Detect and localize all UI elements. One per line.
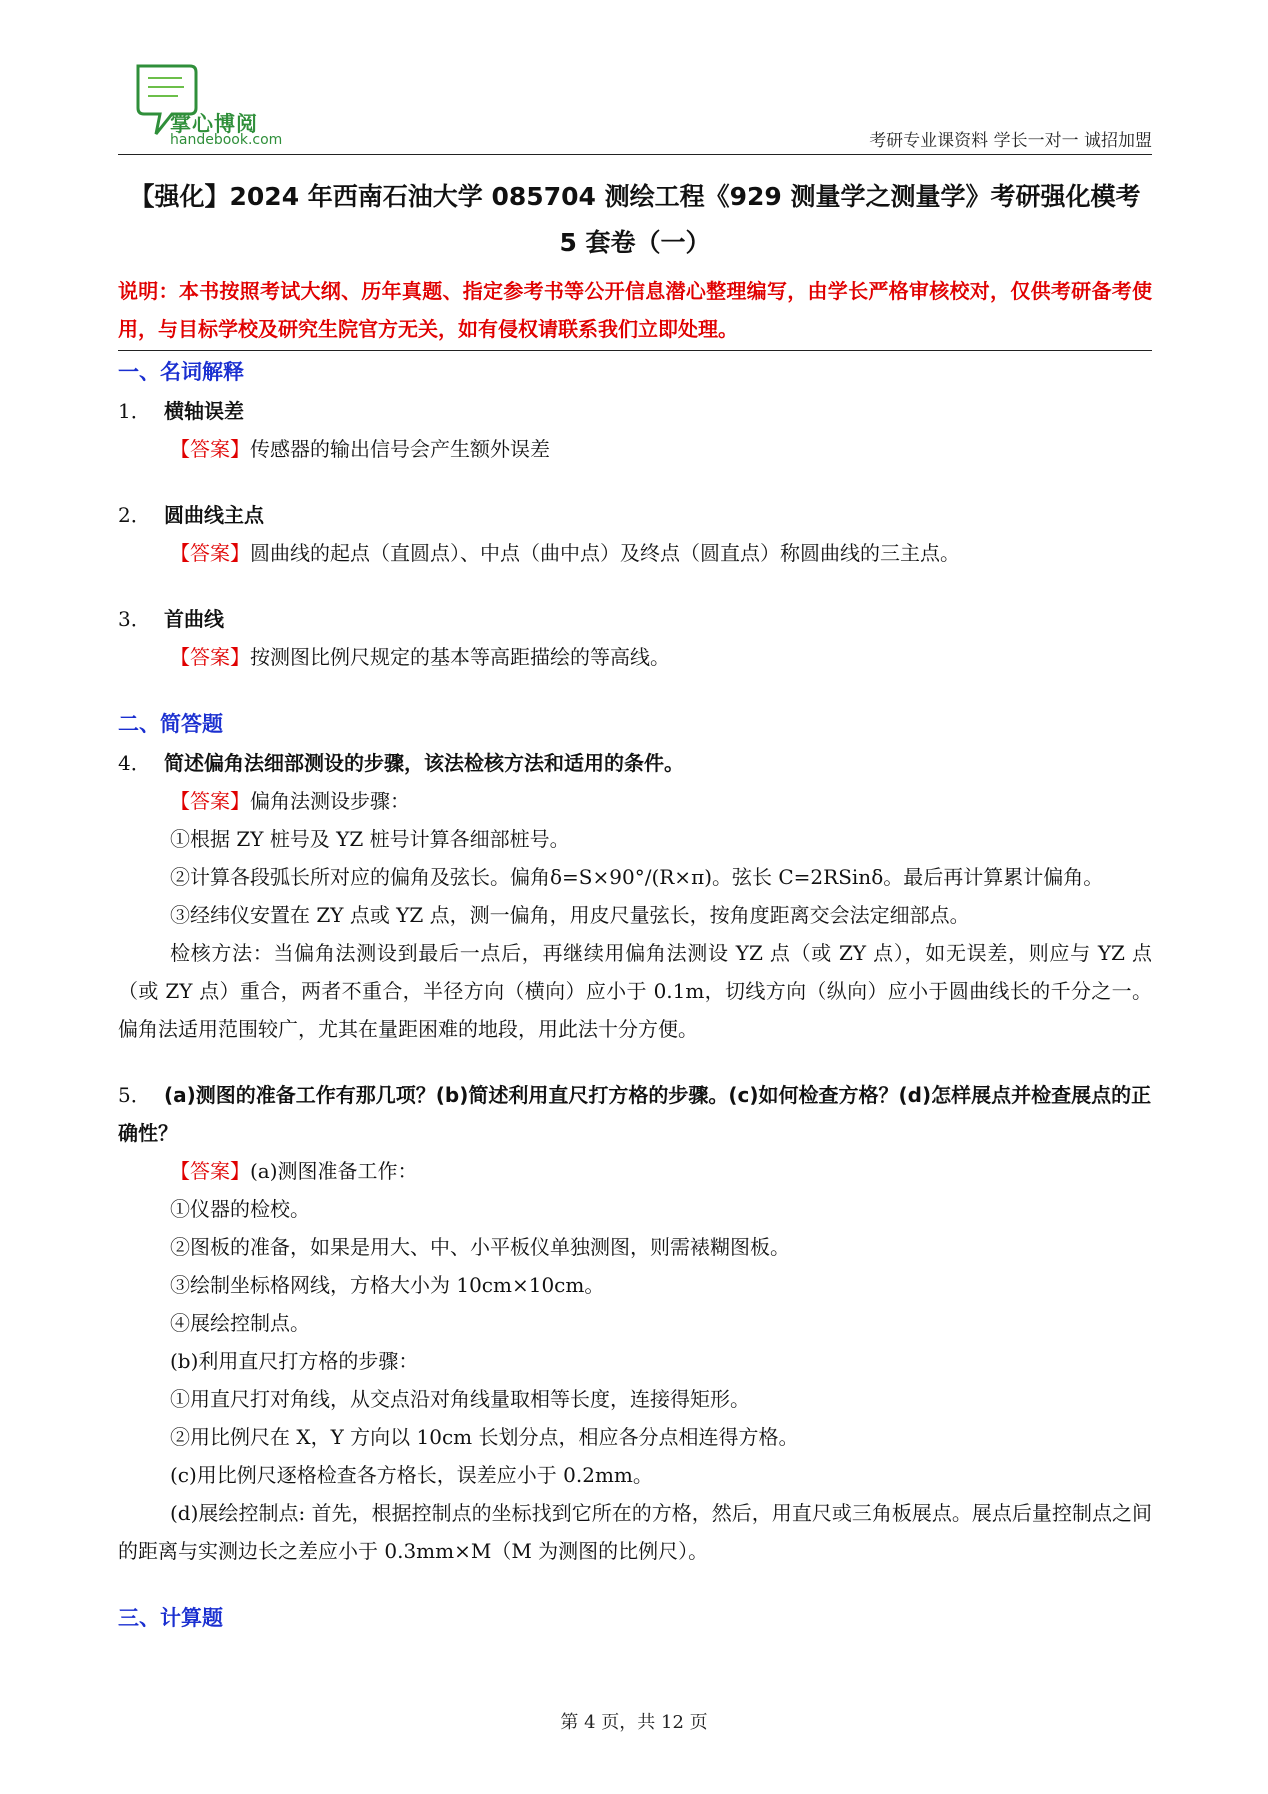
answer-line: ①用直尺打对角线，从交点沿对角线量取相等长度，连接得矩形。 <box>170 1387 750 1411</box>
question-number: 4． <box>118 751 151 775</box>
page-title: 【强化】2024 年西南石油大学 085704 测绘工程《929 测量学之测量学》考研强化模考 5 套卷（一） <box>129 182 1141 257</box>
answer-line: ④展绘控制点。 <box>170 1311 310 1335</box>
answer-text: (a)测图准备工作： <box>250 1159 418 1183</box>
answer-line: ②图板的准备，如果是用大、中、小平板仪单独测图，则需裱糊图板。 <box>170 1235 790 1259</box>
answer-tag: 【答案】 <box>170 437 250 461</box>
answer-line: ②用比例尺在 X，Y 方向以 10cm 长划分点，相应各分点相连得方格。 <box>170 1425 799 1449</box>
answer-paragraph: 检核方法：当偏角法测设到最后一点后，再继续用偏角法测设 YZ 点（或 ZY 点），如无误差，则应与 YZ 点（或 ZY 点）重合，两者不重合，半径方向（横向）应小于 0.1m，切线方向（纵向）应小于圆曲线长的千分之一。偏角法适用范围较广，尤其在量距困难的地段，用此法十分方便。 <box>118 941 1152 1041</box>
question-text: 简述偏角法细部测设的步骤，该法检核方法和适用的条件。 <box>164 751 684 775</box>
answer-4-head <box>118 782 1152 820</box>
question-4 <box>118 744 1152 782</box>
answer-5-head <box>118 1152 1152 1190</box>
answer-text: 按测图比例尺规定的基本等高距描绘的等高线。 <box>250 645 670 669</box>
answer-3 <box>118 638 1152 676</box>
answer-line: ①根据 ZY 桩号及 YZ 桩号计算各细部桩号。 <box>170 827 570 851</box>
spacer <box>118 1570 1152 1598</box>
notice-divider <box>118 350 1152 351</box>
question-number: 3． <box>118 607 151 631</box>
section-heading-short-answer: 二、简答题 <box>118 712 223 736</box>
question-number: 5． <box>118 1083 151 1107</box>
question-number: 1． <box>118 399 151 423</box>
question-number: 2． <box>118 503 151 527</box>
answer-paragraph: (d)展绘控制点: 首先，根据控制点的坐标找到它所在的方格，然后，用直尺或三角板展点。展点后量控制点之间的距离与实测边长之差应小于 0.3mm×M（M 为测图的比例尺）。 <box>118 1501 1152 1563</box>
spacer <box>118 572 1152 600</box>
answer-tag: 【答案】 <box>170 541 250 565</box>
answer-text: 传感器的输出信号会产生额外误差 <box>250 437 550 461</box>
question-5 <box>118 1076 1152 1152</box>
header-tagline: 考研专业课资料 学长一对一 诚招加盟 <box>869 131 1152 151</box>
answer-line: ③经纬仪安置在 ZY 点或 YZ 点，测一偏角，用皮尺量弦长，按角度距离交会法定细部点。 <box>170 903 970 927</box>
answer-1 <box>118 430 1152 468</box>
page-number-footer: 第 4 页，共 12 页 <box>560 1712 708 1733</box>
answer-line: ①仪器的检校。 <box>170 1197 310 1221</box>
spacer <box>118 676 1152 704</box>
exam-content <box>118 352 1152 1638</box>
logo-text: 掌心博阅 <box>170 112 258 136</box>
question-text: 圆曲线主点 <box>164 503 264 527</box>
answer-tag: 【答案】 <box>170 645 250 669</box>
question-text: 首曲线 <box>164 607 224 631</box>
section-heading-calculation: 三、计算题 <box>118 1606 223 1630</box>
question-3 <box>118 600 1152 638</box>
question-text: (a)测图的准备工作有那几项？(b)简述利用直尺打方格的步骤。(c)如何检查方格？(d)怎样展点并检查展点的正确性？ <box>118 1083 1152 1145</box>
answer-line: (b)利用直尺打方格的步骤： <box>170 1349 419 1373</box>
answer-line: ②计算各段弧长所对应的偏角及弦长。偏角δ=S×90°/(R×π)。弦长 C=2RSinδ。最后再计算累计偏角。 <box>170 865 1104 889</box>
disclaimer-notice: 说明：本书按照考试大纲、历年真题、指定参考书等公开信息潜心整理编写，由学长严格审核校对，仅供考研备考使用，与目标学校及研究生院官方无关，如有侵权请联系我们立即处理。 <box>118 279 1152 341</box>
answer-2 <box>118 534 1152 572</box>
answer-text: 圆曲线的起点（直圆点）、中点（曲中点）及终点（圆直点）称圆曲线的三主点。 <box>250 541 960 565</box>
answer-line: ③绘制坐标格网线，方格大小为 10cm×10cm。 <box>170 1273 605 1297</box>
section-heading-definitions: 一、名词解释 <box>118 360 244 384</box>
header-divider <box>118 154 1152 155</box>
answer-line: (c)用比例尺逐格检查各方格长，误差应小于 0.2mm。 <box>170 1463 653 1487</box>
answer-tag: 【答案】 <box>170 789 250 813</box>
question-1 <box>118 392 1152 430</box>
question-text: 横轴误差 <box>164 399 244 423</box>
question-2 <box>118 496 1152 534</box>
answer-text: 偏角法测设步骤： <box>250 789 410 813</box>
answer-tag: 【答案】 <box>170 1159 250 1183</box>
logo-subtext: handebook.com <box>170 132 283 148</box>
spacer <box>118 1048 1152 1076</box>
spacer <box>118 468 1152 496</box>
